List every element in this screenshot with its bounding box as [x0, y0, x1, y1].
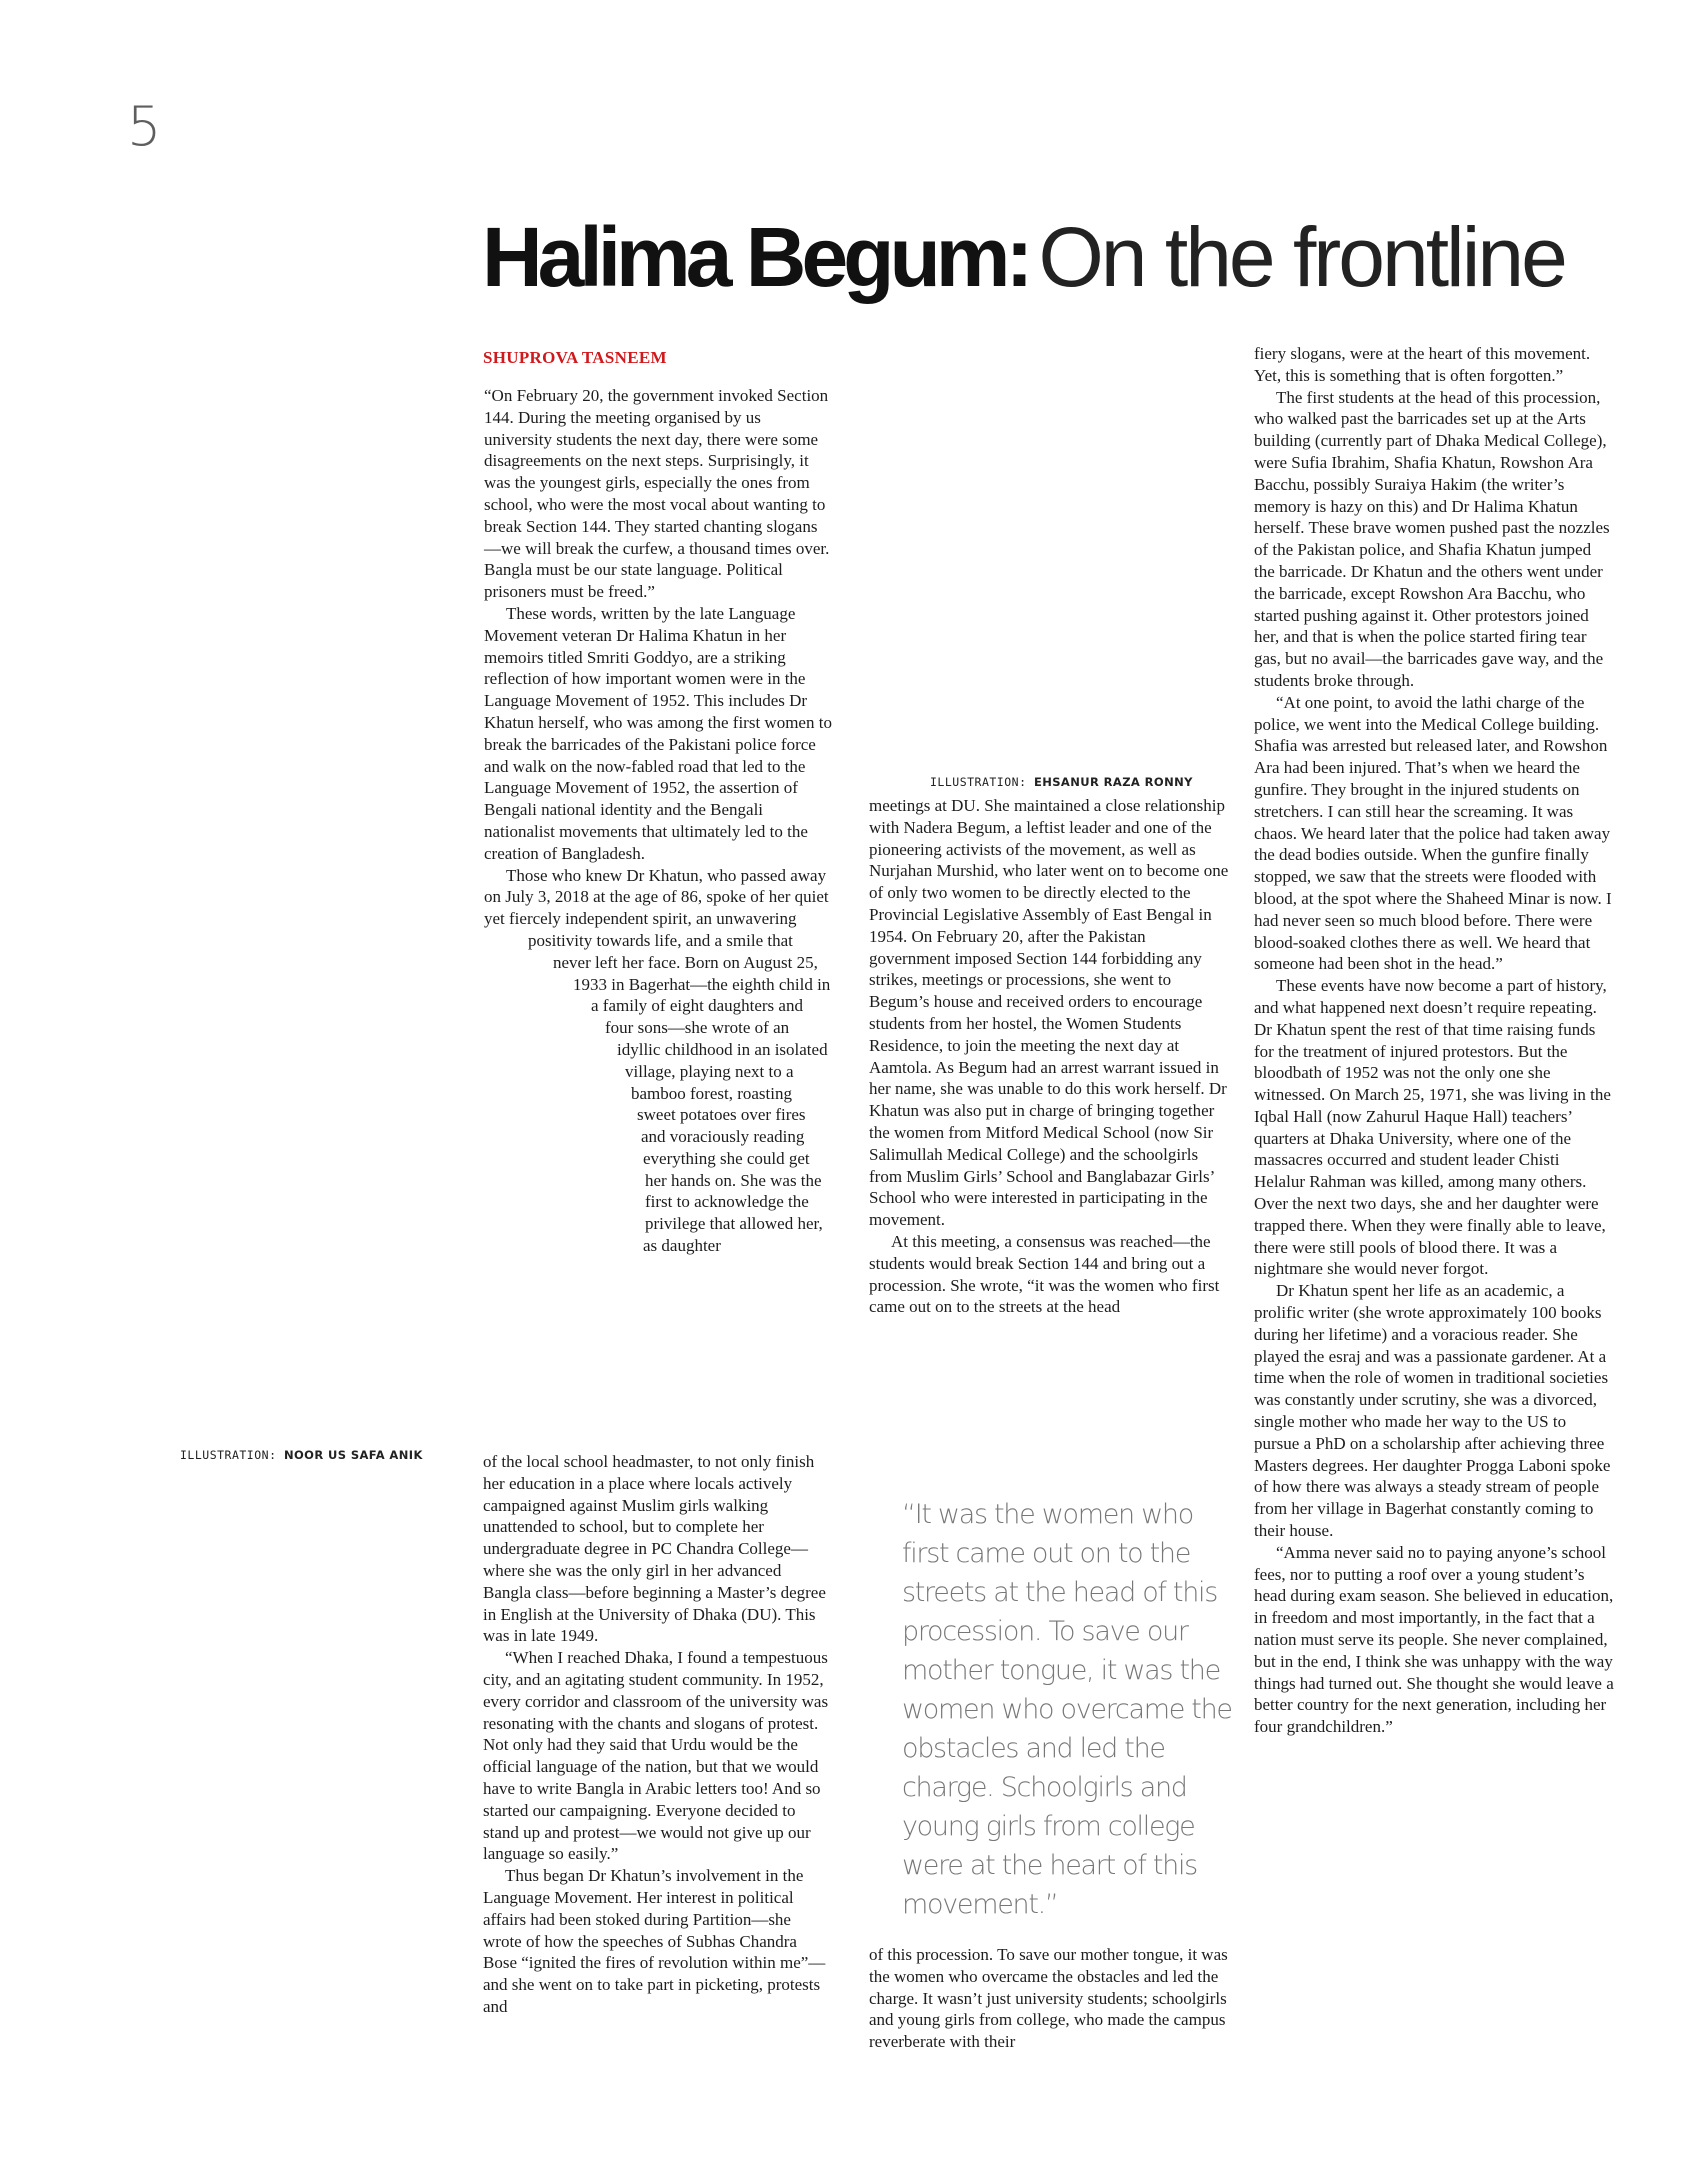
paragraph: “On February 20, the government invoked Section 144. During the meeting organised by us university students the next day, there were some disagreements on the next steps. Surprisingly, it was the youngest girls, especially the ones from school, who were the most vocal about wanting to break Section 144. They started chanting slogans—we will break the curfew, a thousand times over. Bangla must be our state language. Political prisoners must be freed.”: [484, 386, 830, 602]
paragraph: Those who knew Dr Khatun, who passed away on July 3, 2018 at the age of 86, spoke of her quiet yet fiercely independent spirit, an unwavering positivity towards life, and a smile that never left her face. Born on August 25, 1933 in Bagerhat—the eighth child in a family of eight daughters and four sons—she wrote of an idyllic childhood in an isolated village, playing next to a bamboo forest, roasting sweet potatoes over fires and voraciously reading everything she could get her hands on. She was the first to acknowledge the privilege that allowed her, as daughter: [484, 865, 831, 1256]
paragraph: of this procession. To save our mother tongue, it was the women who overcame the obstacles and led the charge. It wasn’t just university students; schoolgirls and young girls from college, who made the campus reverberate with their: [869, 1945, 1228, 2052]
column-2-bottom: [869, 1944, 1229, 2053]
paragraph: Thus began Dr Khatun’s involvement in the Language Movement. Her interest in political affairs had been stoked during Partition—she wrote of how the speeches of Subhas Chandra Bose “ignited the fires of revolution within me”—and she went on to take part in picketing, protests and: [483, 1866, 826, 2016]
wrap-spacer: [483, 1126, 641, 1148]
paragraph: of the local school headmaster, to not only finish her education in a place where locals actively campaigned against Muslim girls walking unattended to school, but to complete her undergraduate degree in PC Chandra College—where she was the only girl in her advanced Bangla class—before beginning a Master’s degree in English at the University of Dhaka (DU). This was in late 1949.: [483, 1452, 826, 1646]
headline-bold: Halima Begum:: [482, 210, 1029, 304]
paragraph: “Amma never said no to paying anyone’s school fees, nor to putting a roof over a young student’s head during exam season. She believed in education, in freedom and most importantly, in the fact that a nation must serve its people. She never complained, but in the end, I think she was unhappy with the way things had turned out. She thought she would leave a better country for the next generation, including her four grandchildren.”: [1254, 1542, 1614, 1737]
wrap-spacer: [483, 1061, 625, 1083]
wrap-spacer: [483, 995, 591, 1017]
wrap-spacer: [483, 1213, 643, 1235]
wrap-spacer: [483, 1344, 583, 1366]
wrap-spacer: [483, 1388, 545, 1410]
wrap-spacer: [483, 1322, 601, 1344]
wrap-spacer: [483, 1235, 639, 1257]
wrap-spacer: [483, 1170, 645, 1192]
wrap-spacer: [483, 1017, 605, 1039]
wrap-spacer: [483, 974, 573, 996]
column-1-top: [483, 385, 833, 1475]
wrap-spacer: [483, 1410, 523, 1432]
illustration-credit-left: [180, 1448, 423, 1462]
column-3: [1254, 343, 1614, 1738]
illustration-credit-middle: [930, 775, 1193, 789]
wrap-spacer: [483, 1148, 643, 1170]
credit-label: ILLUSTRATION:: [930, 775, 1027, 789]
paragraph: “When I reached Dhaka, I found a tempestuous city, and an agitating student community. In 1952, every corridor and classroom of the university was resonating with the chants and slogans of protest. Not only had they said that Urdu would be the official language of the nation, but that we would have to write Bangla in Arabic letters too! And so started our campaigning. Everyone decided to stand up and protest—we would not give up our language so easily.”: [483, 1648, 829, 1864]
headline-light: On the frontline: [1038, 210, 1565, 304]
wrap-spacer: [483, 1301, 615, 1323]
wrap-spacer: [483, 1192, 645, 1214]
byline: SHUPROVA TASNEEM: [483, 348, 667, 367]
paragraph: These events have now become a part of history, and what happened next doesn’t require repeating. Dr Khatun spent the rest of that time raising funds for the treatment of injured protestors. But the bloodbath of 1952 was not the only one she witnessed. On March 25, 1971, she was living in the Iqbal Hall (now Zahurul Haque Hall) teachers’ quarters at Dhaka University, where one of the massacres occurred and student leader Chisti Helalur Rahman was killed, among many others. Over the next two days, she and her daughter were trapped there. When they were finally able to leave, there were still pools of blood there. It was a nightmare she would never forgot.: [1254, 976, 1611, 1279]
wrap-spacer: [483, 1104, 637, 1126]
pull-quote: “It was the women who first came out on to the streets at the head of this procession. To save our mother tongue, it was the women who overcame the obstacles and led the charge. Schoolgirls and young girls from college were at the heart of this movement.”: [902, 1499, 1232, 1920]
wrap-spacer: [483, 1366, 565, 1388]
wrap-spacer: [483, 1083, 631, 1105]
credit-label: ILLUSTRATION:: [180, 1448, 277, 1462]
headline: [482, 210, 1565, 304]
paragraph: At this meeting, a consensus was reached—the students would break Section 144 and bring out a procession. She wrote, “it was the women who first came out on to the streets at the head: [869, 1231, 1220, 1317]
wrap-spacer: [483, 1279, 625, 1301]
wrap-spacer: [483, 930, 528, 952]
wrap-spacer: [483, 1431, 501, 1453]
paragraph: meetings at DU. She maintained a close relationship with Nadera Begum, a leftist leader and one of the pioneering activists of the movement, as well as Nurjahan Murshid, who later went on to become one of only two women to be directly elected to the Provincial Legislative Assembly of East Bengal in 1954. On February 20, after the Pakistan government imposed Section 144 forbidding any strikes, meetings or processions, she went to Begum’s house and received orders to encourage students from her hostel, the Women Students Residence, to join the meeting the next day at Aamtola. As Begum had an arrest warrant issued in her name, she was unable to do this work herself. Dr Khatun was also put in charge of bringing together the women from Mitford Medical School (now Sir Salimullah Medical College) and the schoolgirls from Muslim Girls’ School and Banglabazar Girls’ School who were interested in participating in the movement.: [869, 796, 1229, 1230]
credit-name: EHSANUR RAZA RONNY: [1033, 775, 1193, 789]
page-number: 5: [127, 95, 162, 158]
paragraph: fiery slogans, were at the heart of this movement. Yet, this is something that is often forgotten.”: [1254, 344, 1591, 385]
wrap-spacer: [483, 952, 553, 974]
paragraph: The first students at the head of this procession, who walked past the barricades set up at the Arts building (currently part of Dhaka Medical College), were Sufia Ibrahim, Shafia Khatun, Rowshon Ara Bacchu, possibly Suraiya Hakim (the writer’s memory is hazy on this) and Dr Halima Khatun herself. These brave women pushed past the nozzles of the Pakistan police, and Shafia Khatun jumped the barricade. Dr Khatun and the others went under the barricade, except Rowshon Ara Bacchu, who started pushing against it. Other protestors joined her, and that is when the police started firing tear gas, but no avail—the barricades gave way, and the students broke through.: [1254, 387, 1610, 690]
column-1-bottom: [483, 1451, 833, 2018]
credit-name: NOOR US SAFA ANIK: [283, 1448, 423, 1462]
column-2-top: [869, 795, 1229, 1318]
wrap-spacer: [483, 1257, 633, 1279]
paragraph: These words, written by the late Language Movement veteran Dr Halima Khatun in her memoirs titled Smriti Goddyo, are a striking reflection of how important women were in the Language Movement of 1952. This includes Dr Khatun herself, who was among the first women to break the barricades of the Pakistani police force and walk on the now-fabled road that led to the Language Movement of 1952, the assertion of Bengali national identity and the Bengali nationalist movements that ultimately led to the creation of Bangladesh.: [484, 603, 832, 863]
wrap-spacer: [483, 1039, 617, 1061]
paragraph: Dr Khatun spent her life as an academic, a prolific writer (she wrote approximately 100 books during her lifetime) and a voracious reader. She played the esraj and was a passionate gardener. At a time when the role of women in traditional societies was constantly under scrutiny, she was a divorced, single mother who made her way to the US to pursue a PhD on a scholarship after achieving three Masters degrees. Her daughter Progga Laboni spoke of how there was always a steady stream of people from her village in Bagerhat constantly coming to their house.: [1254, 1281, 1611, 1541]
paragraph: “At one point, to avoid the lathi charge of the police, we went into the Medical College building. Shafia was arrested but released later, and Rowshon Ara had been injured. That’s when we heard the gunfire. They brought in the injured students on stretchers. I can still hear the screaming. It was chaos. We heard later that the police had taken away the dead bodies outside. When the gunfire finally stopped, we saw that the streets were flooded with blood, at the spot where the Shaheed Minar is now. I had never seen so much blood before. There were blood-soaked clothes there as well. We heard that someone had been shot in the head.”: [1254, 692, 1612, 974]
